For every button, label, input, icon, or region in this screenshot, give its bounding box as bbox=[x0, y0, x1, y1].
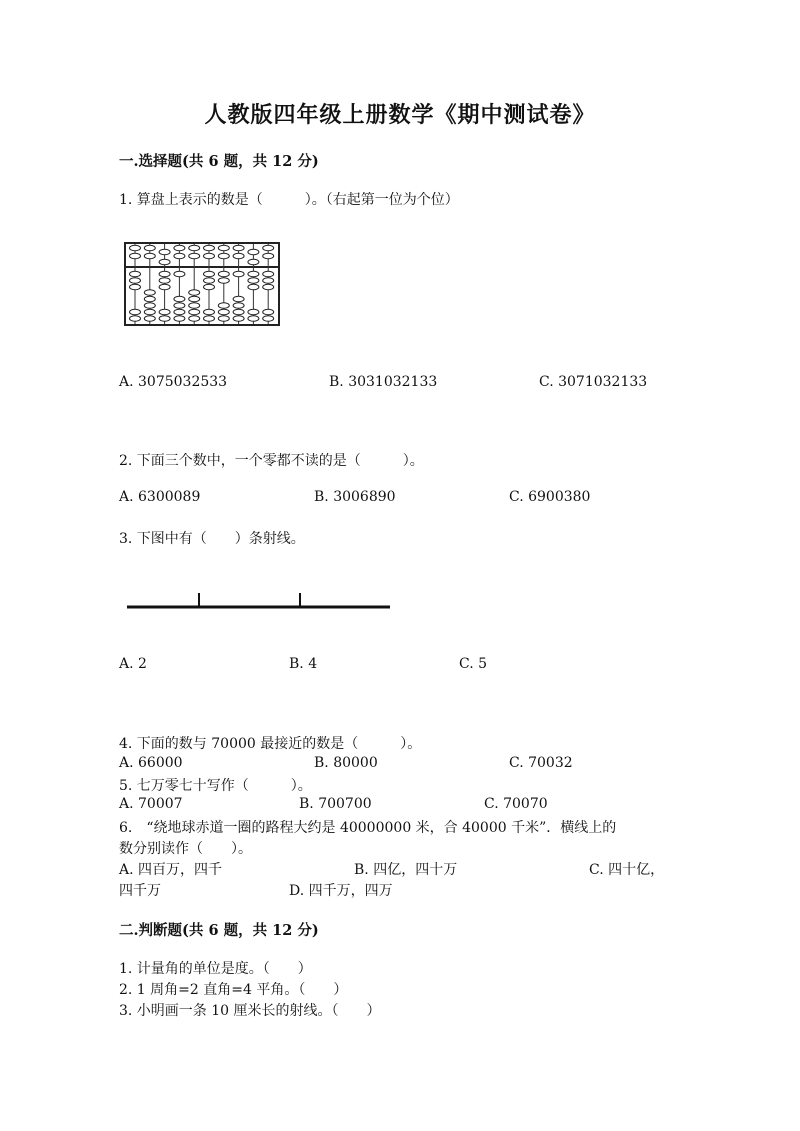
question-1-text: 1. 算盘上表示的数是（ ）。（右起第一位为个位） bbox=[119, 192, 459, 208]
abacus-bead bbox=[263, 316, 274, 322]
abacus-bead bbox=[218, 278, 229, 284]
abacus-bead bbox=[174, 245, 185, 251]
abacus-bead bbox=[159, 284, 170, 290]
abacus-bead bbox=[218, 316, 229, 322]
abacus-bead bbox=[144, 316, 155, 322]
abacus-beads bbox=[130, 245, 274, 321]
abacus-bead bbox=[248, 259, 259, 265]
q2-option-b: B. 3006890 bbox=[314, 489, 396, 505]
abacus-bead bbox=[130, 271, 141, 277]
q3-option-a: A. 2 bbox=[119, 656, 147, 672]
q6-option-c-continued: 四千万 bbox=[119, 883, 161, 899]
abacus-bead bbox=[144, 309, 155, 315]
q5-option-c: C. 70070 bbox=[484, 796, 548, 812]
question-2-text: 2. 下面三个数中，一个零都不读的是（ ）。 bbox=[119, 453, 424, 469]
q6-option-a: A. 四百万，四千 bbox=[119, 862, 223, 878]
abacus-bead bbox=[233, 316, 244, 322]
abacus-bead bbox=[159, 278, 170, 284]
abacus-bead bbox=[218, 253, 229, 259]
abacus-bead bbox=[263, 253, 274, 259]
abacus-bead bbox=[248, 316, 259, 322]
abacus-bead bbox=[248, 271, 259, 277]
judgment-item-2: 2. 1 周角=2 直角=4 平角。（ ） bbox=[119, 982, 348, 998]
abacus-bead bbox=[248, 309, 259, 315]
abacus-bead bbox=[263, 245, 274, 251]
abacus-bead bbox=[144, 253, 155, 259]
abacus-bead bbox=[233, 271, 244, 277]
q6-option-c: C. 四十亿， bbox=[589, 862, 665, 878]
section-heading-judgment: 二.判断题(共 6 题，共 12 分) bbox=[119, 922, 319, 939]
abacus-bead bbox=[218, 309, 229, 315]
abacus-bead bbox=[130, 309, 141, 315]
q1-option-a: A. 3075032533 bbox=[119, 374, 228, 390]
abacus-figure bbox=[124, 242, 280, 326]
q4-option-c: C. 70032 bbox=[509, 755, 573, 771]
abacus-bead bbox=[189, 309, 200, 315]
abacus-bead bbox=[189, 316, 200, 322]
q5-option-a: A. 70007 bbox=[119, 796, 183, 812]
abacus-bead bbox=[130, 316, 141, 322]
abacus-bead bbox=[263, 271, 274, 277]
question-4-text: 4. 下面的数与 70000 最接近的数是（ ）。 bbox=[119, 736, 422, 752]
abacus-bead bbox=[204, 245, 215, 251]
abacus-bead bbox=[233, 253, 244, 259]
abacus-bead bbox=[174, 309, 185, 315]
abacus-bead bbox=[233, 303, 244, 309]
q1-option-b: B. 3031032133 bbox=[329, 374, 438, 390]
abacus-bead bbox=[218, 303, 229, 309]
abacus-bead bbox=[204, 284, 215, 290]
abacus-bead bbox=[189, 245, 200, 251]
abacus-bead bbox=[218, 245, 229, 251]
abacus-bead bbox=[204, 278, 215, 284]
q6-option-b: B. 四亿，四十万 bbox=[354, 862, 458, 878]
abacus-bead bbox=[159, 249, 170, 255]
question-3-text: 3. 下图中有（ ）条射线。 bbox=[119, 531, 305, 547]
abacus-bead bbox=[130, 253, 141, 259]
ray-drawing bbox=[124, 585, 394, 615]
abacus-bead bbox=[233, 309, 244, 315]
abacus-drawing bbox=[124, 242, 280, 326]
q5-option-b: B. 700700 bbox=[299, 796, 372, 812]
abacus-bead bbox=[130, 284, 141, 290]
abacus-bead bbox=[248, 278, 259, 284]
page-title: 人教版四年级上册数学《期中测试卷》 bbox=[204, 102, 596, 128]
q4-option-b: B. 80000 bbox=[314, 755, 378, 771]
question-6-line-1: 6. “绕地球赤道一圈的路程大约是 40000000 米，合 40000 千米”．横线上的 bbox=[119, 820, 617, 836]
abacus-bead bbox=[174, 303, 185, 309]
abacus-bead bbox=[204, 253, 215, 259]
question-6-line-2: 数分别读作（ ）。 bbox=[119, 841, 252, 857]
abacus-bead bbox=[144, 245, 155, 251]
abacus-bead bbox=[204, 309, 215, 315]
abacus-bead bbox=[248, 249, 259, 255]
q1-option-c: C. 3071032133 bbox=[539, 374, 648, 390]
q2-option-a: A. 6300089 bbox=[119, 489, 201, 505]
abacus-bead bbox=[233, 296, 244, 302]
abacus-bead bbox=[174, 296, 185, 302]
abacus-bead bbox=[159, 271, 170, 277]
abacus-bead bbox=[233, 245, 244, 251]
abacus-bead bbox=[174, 253, 185, 259]
abacus-bead bbox=[159, 316, 170, 322]
abacus-bead bbox=[263, 278, 274, 284]
abacus-bead bbox=[144, 303, 155, 309]
abacus-bead bbox=[204, 271, 215, 277]
abacus-bead bbox=[174, 316, 185, 322]
abacus-bead bbox=[204, 316, 215, 322]
q3-option-c: C. 5 bbox=[459, 656, 488, 672]
abacus-bead bbox=[159, 309, 170, 315]
abacus-bead bbox=[218, 271, 229, 277]
section-heading-choice: 一.选择题(共 6 题，共 12 分) bbox=[119, 153, 319, 170]
abacus-bead bbox=[189, 296, 200, 302]
q6-option-d: D. 四千万，四万 bbox=[289, 883, 393, 899]
question-5-text: 5. 七万零七十写作（ ）。 bbox=[119, 778, 312, 794]
abacus-bead bbox=[144, 290, 155, 296]
q4-option-a: A. 66000 bbox=[119, 755, 183, 771]
abacus-bead bbox=[189, 290, 200, 296]
q3-option-b: B. 4 bbox=[289, 656, 318, 672]
abacus-bead bbox=[248, 284, 259, 290]
abacus-bead bbox=[189, 253, 200, 259]
q2-option-c: C. 6900380 bbox=[509, 489, 591, 505]
abacus-bead bbox=[174, 271, 185, 277]
abacus-bead bbox=[130, 278, 141, 284]
abacus-bead bbox=[189, 303, 200, 309]
ray-figure bbox=[124, 585, 394, 615]
abacus-bead bbox=[159, 259, 170, 265]
abacus-bead bbox=[263, 309, 274, 315]
abacus-bead bbox=[130, 245, 141, 251]
abacus-bead bbox=[263, 284, 274, 290]
judgment-item-1: 1. 计量角的单位是度。（ ） bbox=[119, 961, 312, 977]
abacus-bead bbox=[144, 296, 155, 302]
judgment-item-3: 3. 小明画一条 10 厘米长的射线。（ ） bbox=[119, 1003, 381, 1019]
